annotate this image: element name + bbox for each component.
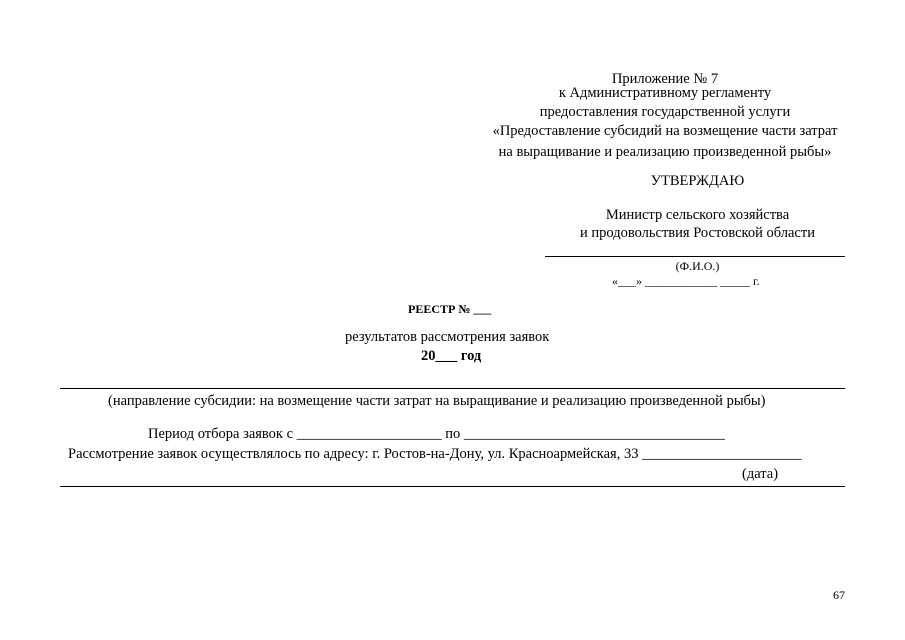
approver-position-line-2: и продовольствия Ростовской области [580, 225, 815, 241]
approve-title: УТВЕРЖДАЮ [650, 173, 745, 189]
approver-position-line-1: Министр сельского хозяйства [605, 207, 790, 223]
direction-top-rule [60, 388, 845, 389]
appendix-line-1: Приложение № 7 [611, 71, 719, 87]
registry-title: РЕЕСТР № ___ [408, 302, 492, 316]
appendix-line-5: на выращивание и реализацию произведенной рыбы» [498, 144, 832, 160]
approval-date-line: «___» ____________ _____ г. [612, 274, 760, 288]
date-caption: (дата) [742, 466, 779, 482]
signature-line [545, 256, 845, 257]
registry-subtitle: результатов рассмотрения заявок [345, 329, 550, 345]
appendix-header [470, 70, 860, 162]
address-bottom-rule [60, 486, 845, 487]
selection-period: Период отбора заявок с ____________________ по ____________________________________ [148, 426, 725, 442]
registry-year: 20___ год [421, 348, 482, 364]
appendix-line-2: к Административному регламенту [558, 85, 772, 101]
appendix-line-3: предоставления государственной услуги [539, 104, 791, 120]
fio-caption: (Ф.И.О.) [675, 259, 720, 273]
appendix-line-4: «Предоставление субсидий на возмещение части затрат [492, 123, 838, 139]
review-address: Рассмотрение заявок осуществлялось по адресу: г. Ростов-на-Дону, ул. Красноармейская, 33 ______________________ [68, 446, 802, 462]
direction-text: (направление субсидии: на возмещение части затрат на выращивание и реализацию произведенной рыбы) [108, 393, 766, 409]
page-number: 67 [833, 588, 845, 602]
